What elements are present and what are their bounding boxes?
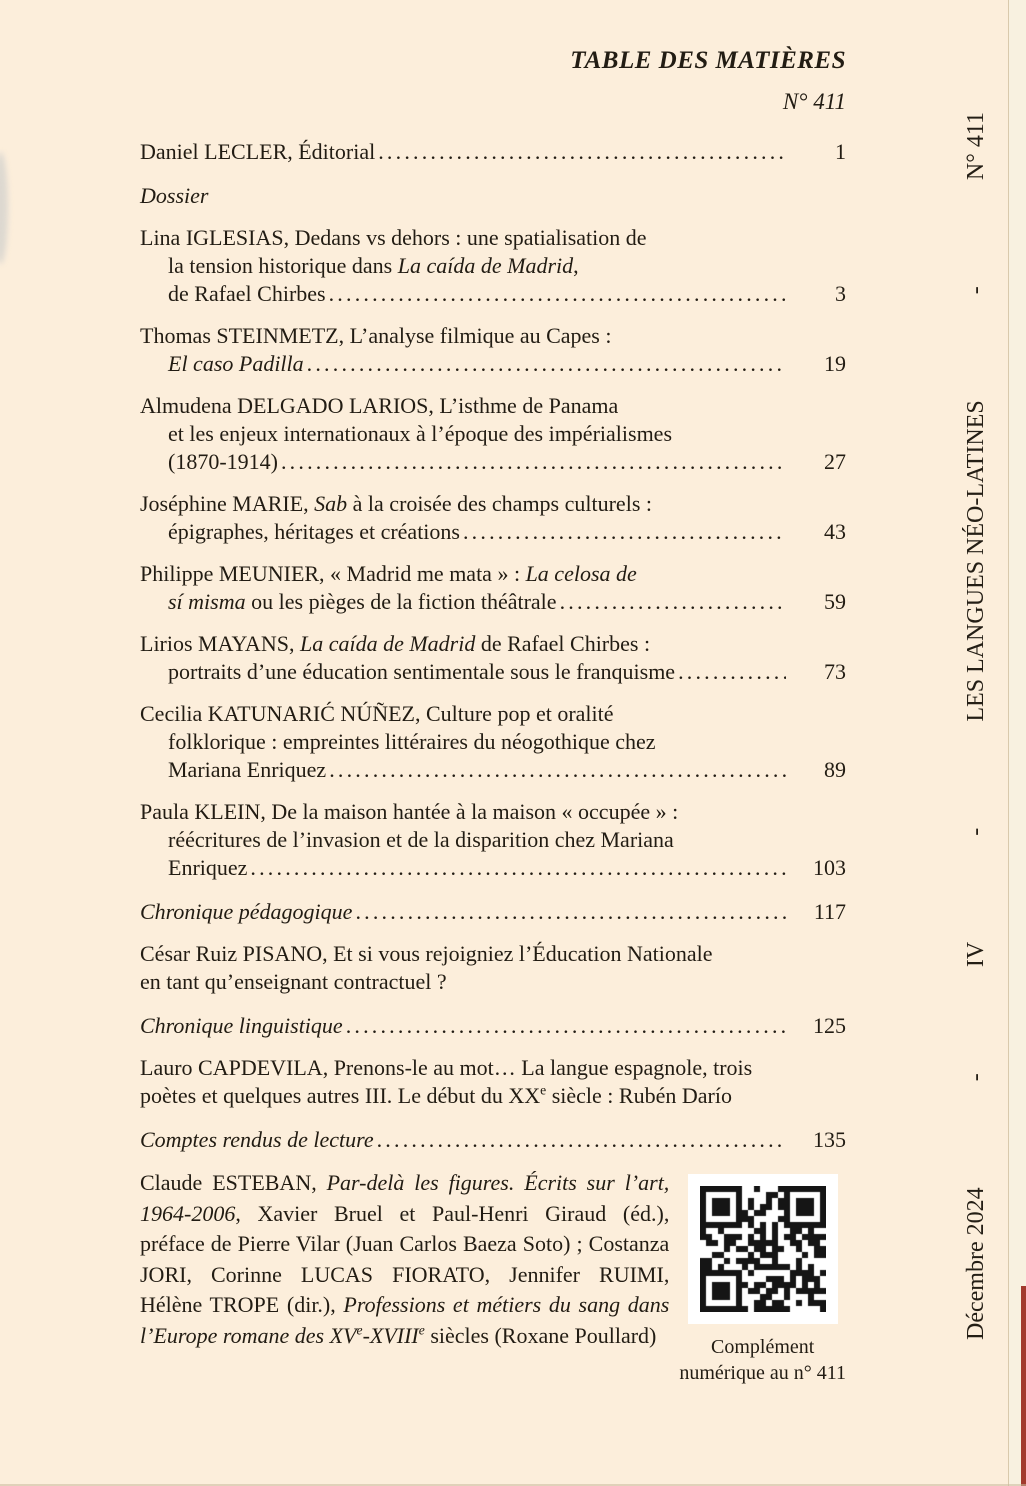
toc-line bbox=[140, 224, 846, 252]
text-run: Almudena DELGADO LARIOS, L’isthme de Panama bbox=[140, 393, 619, 418]
toc-line bbox=[140, 518, 846, 546]
italic-text: La caída de Madrid bbox=[299, 631, 476, 656]
text-run: , bbox=[573, 253, 579, 278]
dot-leader bbox=[250, 854, 786, 882]
italic-text: e bbox=[418, 1322, 425, 1338]
spine-segment: IV bbox=[962, 941, 989, 968]
review-paragraph bbox=[140, 1168, 669, 1386]
italic-text: Comptes rendus de lecture bbox=[140, 1127, 374, 1152]
text-run: Joséphine MARIE, bbox=[140, 491, 315, 516]
entry-text bbox=[140, 630, 650, 658]
spine-segment: N° 411 bbox=[962, 112, 989, 181]
page-number: 103 bbox=[813, 855, 846, 880]
qr-caption-line2: numérique au n° 411 bbox=[679, 1362, 846, 1384]
toc-line bbox=[140, 252, 846, 280]
text-run: de Rafael Chirbes : bbox=[475, 631, 651, 656]
text-run: Philippe MEUNIER, « Madrid me mata » : bbox=[140, 561, 526, 586]
entry-text bbox=[140, 392, 618, 420]
toc-line bbox=[140, 1054, 846, 1082]
toc-entry bbox=[140, 630, 846, 686]
toc-section-entry bbox=[140, 1126, 846, 1154]
dot-leader bbox=[307, 350, 786, 378]
text-run: Claude ESTEBAN, bbox=[140, 1170, 327, 1195]
toc-section-entry bbox=[140, 898, 846, 926]
spine bbox=[956, 0, 996, 1486]
italic-text: El caso Padilla bbox=[168, 351, 304, 376]
toc-entry bbox=[140, 798, 846, 882]
text-run: (1870-1914) bbox=[168, 449, 278, 474]
toc-line bbox=[140, 630, 846, 658]
text-run: Thomas STEINMETZ, L’analyse filmique au Capes : bbox=[140, 323, 612, 348]
page-number: 117 bbox=[813, 899, 846, 924]
dot-leader bbox=[355, 898, 786, 926]
spine-segment: - bbox=[962, 827, 989, 836]
qr-caption-line1: Complément bbox=[711, 1336, 815, 1358]
dot-leader bbox=[378, 138, 786, 166]
entry-text bbox=[168, 350, 304, 378]
text-run: e bbox=[540, 1082, 547, 1098]
entry-text bbox=[168, 280, 326, 308]
toc-entry bbox=[140, 322, 846, 378]
page-number: 27 bbox=[824, 449, 846, 474]
entry-text bbox=[168, 518, 460, 546]
toc-entry bbox=[140, 138, 846, 166]
text-run: réécritures de l’invasion et de la disparition chez Mariana bbox=[168, 827, 674, 852]
entry-text bbox=[168, 728, 656, 756]
text-run: Lirios MAYANS, bbox=[140, 631, 300, 656]
entry-text bbox=[140, 1054, 752, 1082]
italic-text: sí misma bbox=[168, 589, 246, 614]
scan-artifact bbox=[0, 152, 8, 264]
italic-text: Chronique linguistique bbox=[140, 1013, 343, 1038]
entry-text bbox=[140, 940, 713, 968]
toc-line bbox=[140, 560, 846, 588]
entry-text bbox=[168, 448, 278, 476]
text-run: Enriquez bbox=[168, 855, 248, 880]
toc-entry bbox=[140, 490, 846, 546]
toc-section-entry bbox=[140, 1012, 846, 1040]
italic-text: La caída de Madrid bbox=[397, 253, 574, 278]
page-number: 1 bbox=[835, 139, 846, 164]
entry-text bbox=[168, 756, 326, 784]
italic-text: e bbox=[356, 1322, 363, 1338]
toc-line bbox=[140, 1126, 846, 1154]
text-run: en tant qu’enseignant contractuel ? bbox=[140, 969, 447, 994]
toc-entry bbox=[140, 700, 846, 784]
entry-text bbox=[140, 1126, 374, 1154]
spine-accent-strip bbox=[1021, 1286, 1026, 1486]
entry-text bbox=[168, 854, 247, 882]
toc-line bbox=[140, 700, 846, 728]
toc-line bbox=[140, 182, 846, 210]
toc-line bbox=[140, 826, 846, 854]
italic-text: Sab bbox=[314, 491, 348, 516]
spine-segment: Décembre 2024 bbox=[962, 1187, 989, 1340]
text-run: , Xavier Bruel et Paul-Henri Giraud (éd.), préface de Pierre Vilar (Juan Carlos Baeza Soto) ; Costanza JORI, Corinne LUCAS FIORATO, Jennifer RUIMI, Hélène TROPE (dir.), bbox=[140, 1200, 670, 1317]
italic-text: -XVIII bbox=[362, 1322, 419, 1348]
dot-leader bbox=[377, 1126, 786, 1154]
toc-line bbox=[140, 798, 846, 826]
entry-text bbox=[140, 1012, 343, 1040]
dot-leader bbox=[329, 280, 786, 308]
spine-segment: - bbox=[962, 286, 989, 295]
main-column bbox=[140, 46, 846, 1386]
qr-column bbox=[679, 1168, 846, 1386]
entry-text bbox=[140, 138, 375, 166]
page-number: 89 bbox=[824, 757, 846, 782]
text-run: Lauro CAPDEVILA, Prenons-le au mot… La langue espagnole, trois bbox=[140, 1055, 753, 1080]
text-run: la tension historique dans bbox=[168, 253, 398, 278]
italic-text: Chronique pédagogique bbox=[140, 899, 353, 924]
entry-text bbox=[140, 968, 447, 996]
dot-leader bbox=[678, 658, 786, 686]
toc-line bbox=[140, 658, 846, 686]
italic-text: Par-delà les figures. Écrits sur l’art, 1964-2006 bbox=[140, 1170, 670, 1226]
entry-text bbox=[140, 224, 647, 252]
page-edge-strip bbox=[1008, 0, 1026, 1486]
dot-leader bbox=[281, 448, 786, 476]
text-run: poètes et quelques autres III. Le début du XX bbox=[140, 1083, 541, 1108]
toc-line bbox=[140, 322, 846, 350]
page-number: 59 bbox=[824, 589, 846, 614]
text-run: ou les pièges de la fiction théâtrale bbox=[245, 589, 557, 614]
entry-text bbox=[168, 252, 579, 280]
dot-leader bbox=[346, 1012, 786, 1040]
entry-text bbox=[168, 588, 557, 616]
italic-text: Professions et métiers du sang dans l’Europe romane des XV bbox=[140, 1292, 670, 1348]
page-number: 19 bbox=[824, 351, 846, 376]
qr-code-icon bbox=[700, 1186, 826, 1312]
text-run: Daniel LECLER, Éditorial bbox=[140, 139, 376, 164]
qr-code-box bbox=[688, 1174, 838, 1324]
entry-text bbox=[140, 898, 352, 926]
toc-line bbox=[140, 280, 846, 308]
text-run: épigraphes, héritages et créations bbox=[168, 519, 460, 544]
toc-line bbox=[140, 728, 846, 756]
italic-text: La celosa de bbox=[525, 561, 637, 586]
toc-line bbox=[140, 588, 846, 616]
text-run: et les enjeux internationaux à l’époque des impérialismes bbox=[168, 421, 673, 446]
dot-leader bbox=[463, 518, 786, 546]
toc-line bbox=[140, 490, 846, 518]
text-run: Mariana Enriquez bbox=[168, 757, 327, 782]
toc-line bbox=[140, 968, 846, 996]
toc-line bbox=[140, 420, 846, 448]
toc-section-entry bbox=[140, 182, 846, 210]
text-run: folklorique : empreintes littéraires du néogothique chez bbox=[168, 729, 656, 754]
page-number: 3 bbox=[835, 281, 846, 306]
toc-entry bbox=[140, 560, 846, 616]
table-of-contents bbox=[140, 138, 846, 1154]
toc-line bbox=[140, 898, 846, 926]
text-run: Paula KLEIN, De la maison hantée à la maison « occupée » : bbox=[140, 799, 679, 824]
text-run: à la croisée des champs culturels : bbox=[347, 491, 652, 516]
toc-entry bbox=[140, 1054, 846, 1110]
entry-text bbox=[168, 826, 674, 854]
page-number: 73 bbox=[824, 659, 846, 684]
spine-text bbox=[956, 0, 996, 1486]
entry-text bbox=[140, 560, 637, 588]
toc-entry bbox=[140, 392, 846, 476]
review-row bbox=[140, 1168, 846, 1386]
toc-line bbox=[140, 448, 846, 476]
page-number: 43 bbox=[824, 519, 846, 544]
toc-line bbox=[140, 1012, 846, 1040]
text-run: siècles (Roxane Poullard) bbox=[424, 1322, 657, 1348]
entry-text bbox=[140, 322, 611, 350]
spine-segment: - bbox=[962, 1073, 989, 1082]
italic-text: Dossier bbox=[140, 183, 209, 208]
toc-line bbox=[140, 940, 846, 968]
text-run: portraits d’une éducation sentimentale sous le franquisme bbox=[168, 659, 676, 684]
toc-line bbox=[140, 854, 846, 882]
toc-line bbox=[140, 392, 846, 420]
entry-text bbox=[168, 658, 675, 686]
spine-segment: LES LANGUES NÉO-LATINES bbox=[962, 400, 989, 722]
toc-line bbox=[140, 138, 846, 166]
qr-caption bbox=[679, 1334, 846, 1386]
toc-line bbox=[140, 756, 846, 784]
entry-text bbox=[140, 182, 208, 210]
entry-text bbox=[168, 420, 672, 448]
issue-number: N° 411 bbox=[782, 89, 846, 114]
entry-text bbox=[140, 1082, 732, 1110]
text-run: siècle : Rubén Darío bbox=[546, 1083, 732, 1108]
text-run: Lina IGLESIAS, Dedans vs dehors : une spatialisation de bbox=[140, 225, 647, 250]
page-number: 125 bbox=[813, 1013, 846, 1038]
entry-text bbox=[140, 798, 678, 826]
toc-entry bbox=[140, 940, 846, 996]
dot-leader bbox=[329, 756, 786, 784]
text-run: César Ruiz PISANO, Et si vous rejoigniez l’Éducation Nationale bbox=[140, 941, 713, 966]
text-run: Cecilia KATUNARIĆ NÚÑEZ, Culture pop et oralité bbox=[140, 701, 614, 726]
text-run: de Rafael Chirbes bbox=[168, 281, 326, 306]
toc-entry bbox=[140, 224, 846, 308]
page-title: TABLE DES MATIÈRES bbox=[570, 47, 846, 74]
toc-line bbox=[140, 350, 846, 378]
entry-text bbox=[140, 490, 652, 518]
entry-text bbox=[140, 700, 614, 728]
page-number: 135 bbox=[813, 1127, 846, 1152]
toc-line bbox=[140, 1082, 846, 1110]
dot-leader bbox=[560, 588, 786, 616]
